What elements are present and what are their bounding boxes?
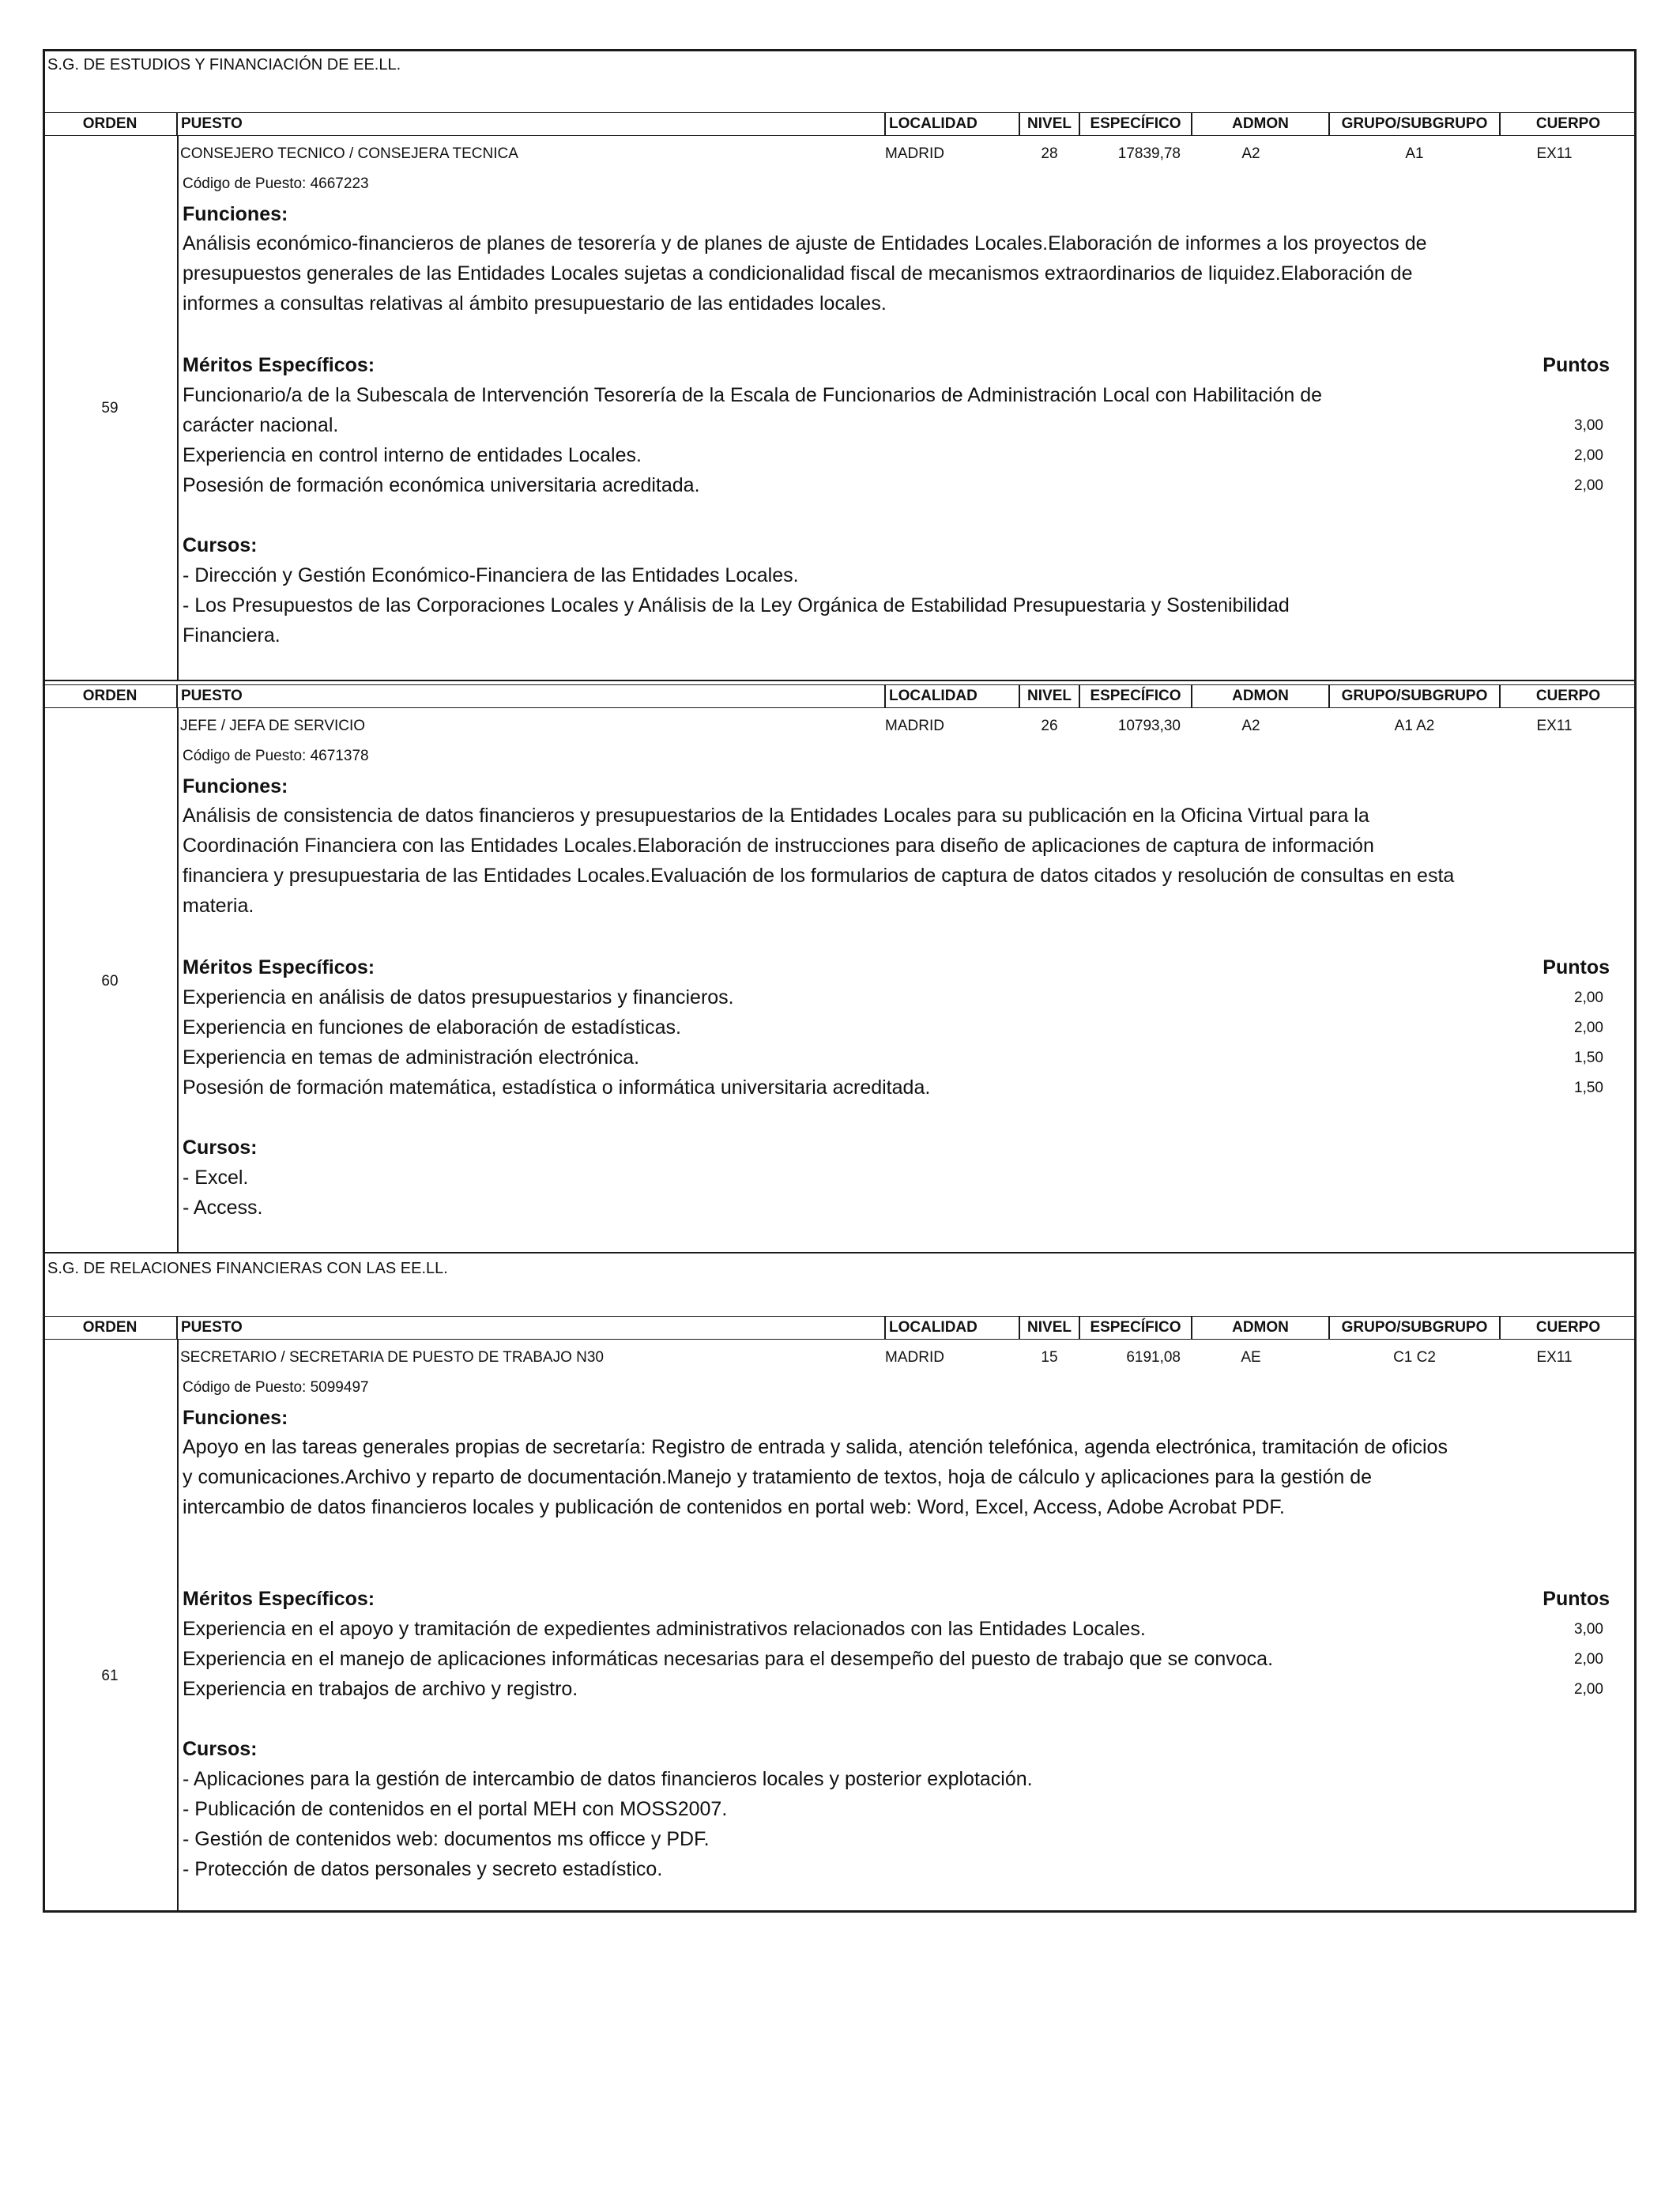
entry-codigo: Código de Puesto: 5099497 (183, 1379, 369, 1396)
funciones-label: Funciones: (183, 203, 288, 225)
cursos-label: Cursos: (183, 534, 258, 556)
curso-item: - Aplicaciones para la gestión de intercambio de datos financieros locales y posterior explotación. (183, 1768, 1033, 1790)
header-puesto: PUESTO (177, 112, 885, 136)
merito-text: Experiencia en trabajos de archivo y registro. (183, 1678, 578, 1700)
funciones-text: Apoyo en las tareas generales propias de secretaría: Registro de entrada y salida, atención telefónica, agenda electrónica, tramitación de oficios y comunicaciones.Archivo y reparto de documentación.Manejo y tratamiento de textos, hoja de cálculo y aplicaciones para la gestión de intercambio de datos financieros locales y publicación de contenidos en portal web: Word, Excel, Access, Adobe Acrobat PDF. (183, 1436, 1448, 1518)
header-puesto: PUESTO (177, 1316, 885, 1340)
header-localidad: LOCALIDAD (885, 112, 1019, 136)
entry-puesto: CONSEJERO TECNICO / CONSEJERA TECNICA (180, 145, 518, 162)
merito-puntos: 1,50 (1574, 1080, 1603, 1096)
funciones-label: Funciones: (183, 1407, 288, 1429)
puntos-label: Puntos (1543, 1588, 1610, 1610)
entry-puesto: SECRETARIO / SECRETARIA DE PUESTO DE TRABAJO N30 (180, 1349, 604, 1366)
merito-text: Experiencia en control interno de entidades Locales. (183, 444, 642, 466)
header-orden: ORDEN (43, 1316, 177, 1340)
merito-puntos: 2,00 (1574, 990, 1603, 1006)
merito-puntos: 2,00 (1574, 477, 1603, 494)
entry-admon: A2 (1241, 718, 1260, 734)
header-cuerpo: CUERPO (1500, 684, 1637, 708)
funciones-text: Análisis económico-financieros de planes de tesorería y de planes de ajuste de Entidades Locales.Elaboración de informes a los proyectos de presupuestos generales de las Entidades Locales sujetas a condicionalidad fiscal de mecanismos extraordinarios de liquidez.Elaboración de informes a consultas relativas al ámbito presupuestario de las entidades locales. (183, 232, 1427, 315)
entry-localidad: MADRID (885, 718, 944, 734)
header-localidad: LOCALIDAD (885, 684, 1019, 708)
header-especifico: ESPECÍFICO (1079, 684, 1192, 708)
entry-nivel: 15 (1041, 1349, 1058, 1366)
header-cuerpo: CUERPO (1500, 112, 1637, 136)
section-title: S.G. DE RELACIONES FINANCIERAS CON LAS EE.LL. (47, 1260, 448, 1277)
header-nivel: NIVEL (1019, 684, 1079, 708)
entry-especifico: 17839,78 (1117, 145, 1181, 162)
merito-text: Experiencia en el manejo de aplicaciones informáticas necesarias para el desempeño del puesto de trabajo que se convoca. (183, 1648, 1274, 1670)
header-admon: ADMON (1192, 112, 1329, 136)
entry-codigo: Código de Puesto: 4671378 (183, 748, 369, 764)
header-cuerpo: CUERPO (1500, 1316, 1637, 1340)
entry-admon: AE (1241, 1349, 1261, 1366)
merito-text: Funcionario/a de la Subescala de Intervención Tesorería de la Escala de Funcionarios de Administración Local con Habilitación de (183, 384, 1323, 406)
entry-grupo: C1 C2 (1393, 1349, 1436, 1366)
header-localidad: LOCALIDAD (885, 1316, 1019, 1340)
curso-item: - Dirección y Gestión Económico-Financiera de las Entidades Locales. (183, 564, 799, 586)
entry-orden: 60 (101, 973, 119, 990)
header-nivel: NIVEL (1019, 1316, 1079, 1340)
entry-cuerpo: EX11 (1536, 1349, 1573, 1366)
entry-orden: 59 (101, 400, 119, 417)
entry-cuerpo: EX11 (1536, 145, 1573, 162)
entry-localidad: MADRID (885, 1349, 944, 1366)
merito-text: Experiencia en análisis de datos presupuestarios y financieros. (183, 986, 734, 1008)
curso-item: Financiera. (183, 624, 281, 647)
header-especifico: ESPECÍFICO (1079, 112, 1192, 136)
entry-grupo: A1 A2 (1394, 718, 1435, 734)
header-especifico: ESPECÍFICO (1079, 1316, 1192, 1340)
entry-grupo: A1 (1405, 145, 1424, 162)
curso-item: - Excel. (183, 1167, 249, 1189)
entry-especifico: 6191,08 (1126, 1349, 1181, 1366)
entry-nivel: 26 (1041, 718, 1058, 734)
section-divider (43, 1252, 1637, 1253)
meritos-label: Méritos Específicos: (183, 354, 375, 376)
entry-codigo: Código de Puesto: 4667223 (183, 175, 369, 192)
merito-text: Experiencia en temas de administración electrónica. (183, 1046, 640, 1069)
header-nivel: NIVEL (1019, 112, 1079, 136)
header-admon: ADMON (1192, 684, 1329, 708)
cursos-label: Cursos: (183, 1738, 258, 1760)
merito-puntos: 3,00 (1574, 417, 1603, 434)
column-divider (177, 1340, 179, 1913)
merito-puntos: 3,00 (1574, 1621, 1603, 1638)
merito-text: Experiencia en funciones de elaboración de estadísticas. (183, 1016, 681, 1039)
merito-puntos: 2,00 (1574, 1020, 1603, 1036)
cursos-label: Cursos: (183, 1137, 258, 1159)
entry-localidad: MADRID (885, 145, 944, 162)
job-listing-document (43, 49, 1637, 1913)
entry-orden: 61 (101, 1668, 119, 1684)
curso-item: - Gestión de contenidos web: documentos ms officce y PDF. (183, 1828, 710, 1850)
curso-item: - Publicación de contenidos en el portal MEH con MOSS2007. (183, 1798, 728, 1820)
curso-item: - Los Presupuestos de las Corporaciones Locales y Análisis de la Ley Orgánica de Estabilidad Presupuestaria y Sostenibilidad (183, 594, 1290, 616)
funciones-label: Funciones: (183, 775, 288, 797)
meritos-label: Méritos Específicos: (183, 1588, 375, 1610)
funciones-text: Análisis de consistencia de datos financieros y presupuestarios de la Entidades Locales para su publicación en la Oficina Virtual para la Coordinación Financiera con las Entidades Locales.Elaboración de instrucciones para diseño de aplicaciones de captura de información financiera y presupuestaria de las Entidades Locales.Evaluación de los formularios de captura de datos citados y resolución de consultas en esta materia. (183, 805, 1455, 917)
header-grupo: GRUPO/SUBGRUPO (1329, 684, 1500, 708)
meritos-label: Méritos Específicos: (183, 956, 375, 978)
merito-puntos: 2,00 (1574, 1681, 1603, 1698)
header-orden: ORDEN (43, 684, 177, 708)
header-grupo: GRUPO/SUBGRUPO (1329, 112, 1500, 136)
column-divider (177, 708, 179, 1252)
header-orden: ORDEN (43, 112, 177, 136)
entry-cuerpo: EX11 (1536, 718, 1573, 734)
entry-nivel: 28 (1041, 145, 1058, 162)
header-admon: ADMON (1192, 1316, 1329, 1340)
merito-text: Posesión de formación matemática, estadística o informática universitaria acreditada. (183, 1076, 931, 1099)
section-title: S.G. DE ESTUDIOS Y FINANCIACIÓN DE EE.LL. (47, 56, 401, 74)
merito-text-cont: carácter nacional. (183, 414, 339, 436)
entry-especifico: 10793,30 (1117, 718, 1181, 734)
merito-text: Posesión de formación económica universitaria acreditada. (183, 474, 700, 496)
entry-puesto: JEFE / JEFA DE SERVICIO (180, 718, 366, 734)
merito-puntos: 1,50 (1574, 1050, 1603, 1066)
row-divider (43, 680, 1637, 681)
puntos-label: Puntos (1543, 354, 1610, 376)
header-grupo: GRUPO/SUBGRUPO (1329, 1316, 1500, 1340)
merito-puntos: 2,00 (1574, 1651, 1603, 1668)
merito-puntos: 2,00 (1574, 447, 1603, 464)
merito-text: Experiencia en el apoyo y tramitación de expedientes administrativos relacionados con las Entidades Locales. (183, 1618, 1146, 1640)
puntos-label: Puntos (1543, 956, 1610, 978)
header-puesto: PUESTO (177, 684, 885, 708)
curso-item: - Protección de datos personales y secreto estadístico. (183, 1858, 663, 1880)
entry-admon: A2 (1241, 145, 1260, 162)
curso-item: - Access. (183, 1197, 263, 1219)
column-divider (177, 136, 179, 680)
